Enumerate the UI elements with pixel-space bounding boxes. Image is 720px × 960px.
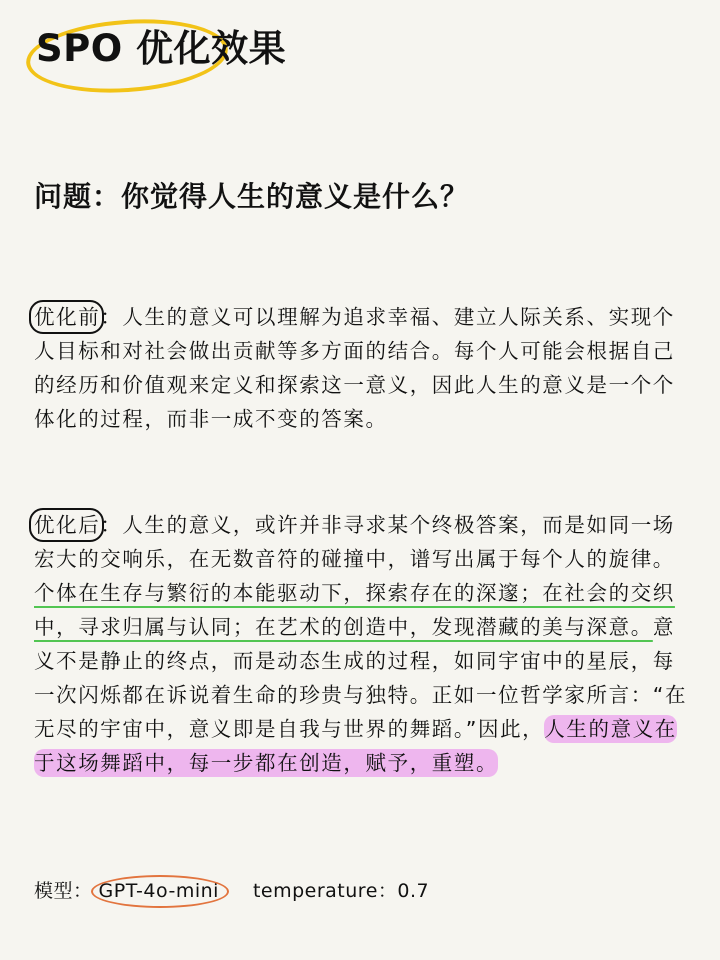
after-label — [34, 508, 100, 542]
before-label-circle — [29, 300, 104, 334]
model-circle-annotation — [91, 875, 229, 908]
footer — [34, 876, 429, 903]
model-label: 模型： — [34, 880, 93, 902]
model-value-wrap — [93, 880, 225, 902]
after-underlined-text: 个体在生存与繁衍的本能驱动下，探索存在的深邃；在社会的交织中，寻求归属与认同；在艺术的创造中，发现潜藏的美与深意。 — [34, 581, 675, 639]
before-paragraph — [34, 300, 690, 436]
page-title: SPO 优化效果 — [36, 27, 287, 70]
question-heading: 问题：你觉得人生的意义是什么？ — [34, 180, 470, 213]
after-label-circle — [29, 508, 104, 542]
model-value: GPT-4o-mini — [98, 880, 219, 902]
temperature-setting: temperature：0.7 — [252, 880, 430, 902]
title-area — [26, 26, 286, 72]
after-text-1: ：人生的意义，或许并非寻求某个终极答案，而是如同一场宏大的交响乐，在无数音符的碰撞中，谱写出属于每个人的旋律。 — [34, 513, 675, 571]
after-highlighted-text: 人生的意义在于这场舞蹈中，每一步都在创造，赋予，重塑。 — [34, 717, 677, 775]
before-label-text: 优化前 — [34, 305, 101, 329]
before-label — [34, 300, 100, 334]
after-paragraph — [34, 508, 690, 780]
before-text: ：人生的意义可以理解为追求幸福、建立人际关系、实现个人目标和对社会做出贡献等多方面的结合。每个人可能会根据自己的经历和价值观来定义和探索这一意义，因此人生的意义是一个个体化的过程，而非一成不变的答案。 — [34, 305, 675, 431]
after-text-2: 意义不是静止的终点，而是动态生成的过程，如同宇宙中的星辰，每一次闪烁都在诉说着生命的珍贵与独特。正如一位哲学家所言：“在无尽的宇宙中，意义即是自我与世界的舞蹈。”因此， — [34, 615, 688, 741]
after-label-text: 优化后 — [34, 513, 101, 537]
